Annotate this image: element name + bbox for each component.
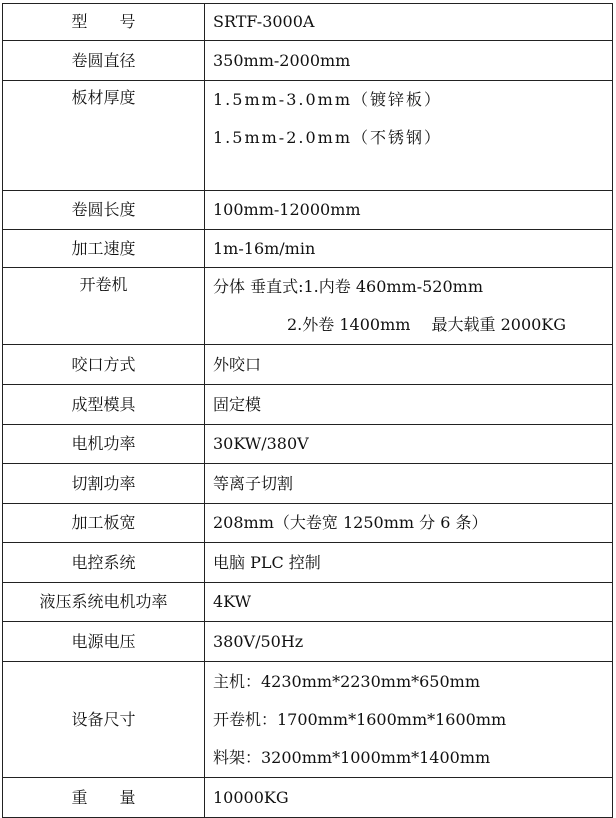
row-label-hydraulic-motor-power: 液压系统电机功率 — [3, 583, 205, 622]
value-line: SRTF-3000A — [213, 12, 315, 31]
value-line: 4KW — [213, 592, 252, 611]
table-row — [3, 778, 613, 818]
value-line: 100mm-12000mm — [213, 200, 361, 219]
table-row — [3, 4, 613, 41]
row-value-decoiler — [205, 268, 613, 345]
row-value-control-system — [205, 543, 613, 583]
value-line: 350mm-2000mm — [213, 50, 351, 70]
value-line: 1.5mm-2.0mm（不锈钢） — [213, 128, 442, 147]
row-label-model: 型 号 — [3, 4, 205, 41]
table-row — [3, 385, 613, 425]
row-label-forming-die: 成型模具 — [3, 385, 205, 425]
value-line: 208mm（大卷宽 1250mm 分 6 条） — [213, 513, 488, 532]
row-value-processing-speed — [205, 230, 613, 268]
row-label-seam-type: 咬口方式 — [3, 345, 205, 385]
row-label-cutting-power: 切割功率 — [3, 464, 205, 504]
row-label-control-system: 电控系统 — [3, 543, 205, 583]
table-row — [3, 345, 613, 385]
table-row — [3, 543, 613, 583]
table-row — [3, 583, 613, 622]
row-label-motor-power: 电机功率 — [3, 425, 205, 464]
table-row — [3, 81, 613, 191]
row-label-weight: 重 量 — [3, 778, 205, 818]
value-line: 1m-16m/min — [213, 238, 316, 258]
row-value-weight — [205, 778, 613, 818]
row-value-equipment-size — [205, 662, 613, 778]
row-value-motor-power — [205, 425, 613, 464]
value-line: 固定模 — [213, 394, 262, 414]
row-value-coil-length — [205, 191, 613, 230]
value-line: 开卷机：1700mm*1600mm*1600mm — [213, 709, 507, 729]
row-value-sheet-width — [205, 504, 613, 543]
table-row — [3, 41, 613, 81]
row-value-seam-type — [205, 345, 613, 385]
value-line: 380V/50Hz — [213, 631, 304, 651]
row-label-processing-speed: 加工速度 — [3, 230, 205, 268]
row-value-hydraulic-motor-power — [205, 583, 613, 622]
row-label-equipment-size: 设备尺寸 — [3, 662, 205, 778]
row-value-forming-die — [205, 385, 613, 425]
table-row — [3, 662, 613, 778]
table-row — [3, 191, 613, 230]
row-value-model — [205, 4, 613, 41]
table-row — [3, 425, 613, 464]
row-label-decoiler: 开卷机 — [3, 268, 205, 345]
value-line: 电脑 PLC 控制 — [213, 552, 321, 572]
row-value-coil-diameter — [205, 41, 613, 81]
table-row — [3, 268, 613, 345]
row-label-coil-length: 卷圆长度 — [3, 191, 205, 230]
row-label-sheet-thickness: 板材厚度 — [3, 81, 205, 191]
value-line: 分体 垂直式:1.内卷 460mm-520mm — [213, 277, 484, 296]
table-row — [3, 622, 613, 662]
spec-table — [2, 3, 613, 818]
value-line: 等离子切割 — [213, 473, 294, 493]
value-line: 10000KG — [213, 787, 289, 807]
row-label-supply-voltage: 电源电压 — [3, 622, 205, 662]
table-row — [3, 230, 613, 268]
value-line: 主机：4230mm*2230mm*650mm — [213, 671, 481, 691]
row-value-cutting-power — [205, 464, 613, 504]
value-line: 料架：3200mm*1000mm*1400mm — [213, 747, 491, 767]
row-value-sheet-thickness — [205, 81, 613, 191]
row-label-coil-diameter: 卷圆直径 — [3, 41, 205, 81]
value-line: 2.外卷 1400mm 最大载重 2000KG — [287, 315, 567, 334]
row-value-supply-voltage — [205, 622, 613, 662]
table-row — [3, 504, 613, 543]
row-label-sheet-width: 加工板宽 — [3, 504, 205, 543]
value-line: 30KW/380V — [213, 434, 309, 453]
table-row — [3, 464, 613, 504]
value-line: 1.5mm-3.0mm（镀锌板） — [213, 90, 442, 109]
value-line: 外咬口 — [213, 354, 262, 374]
